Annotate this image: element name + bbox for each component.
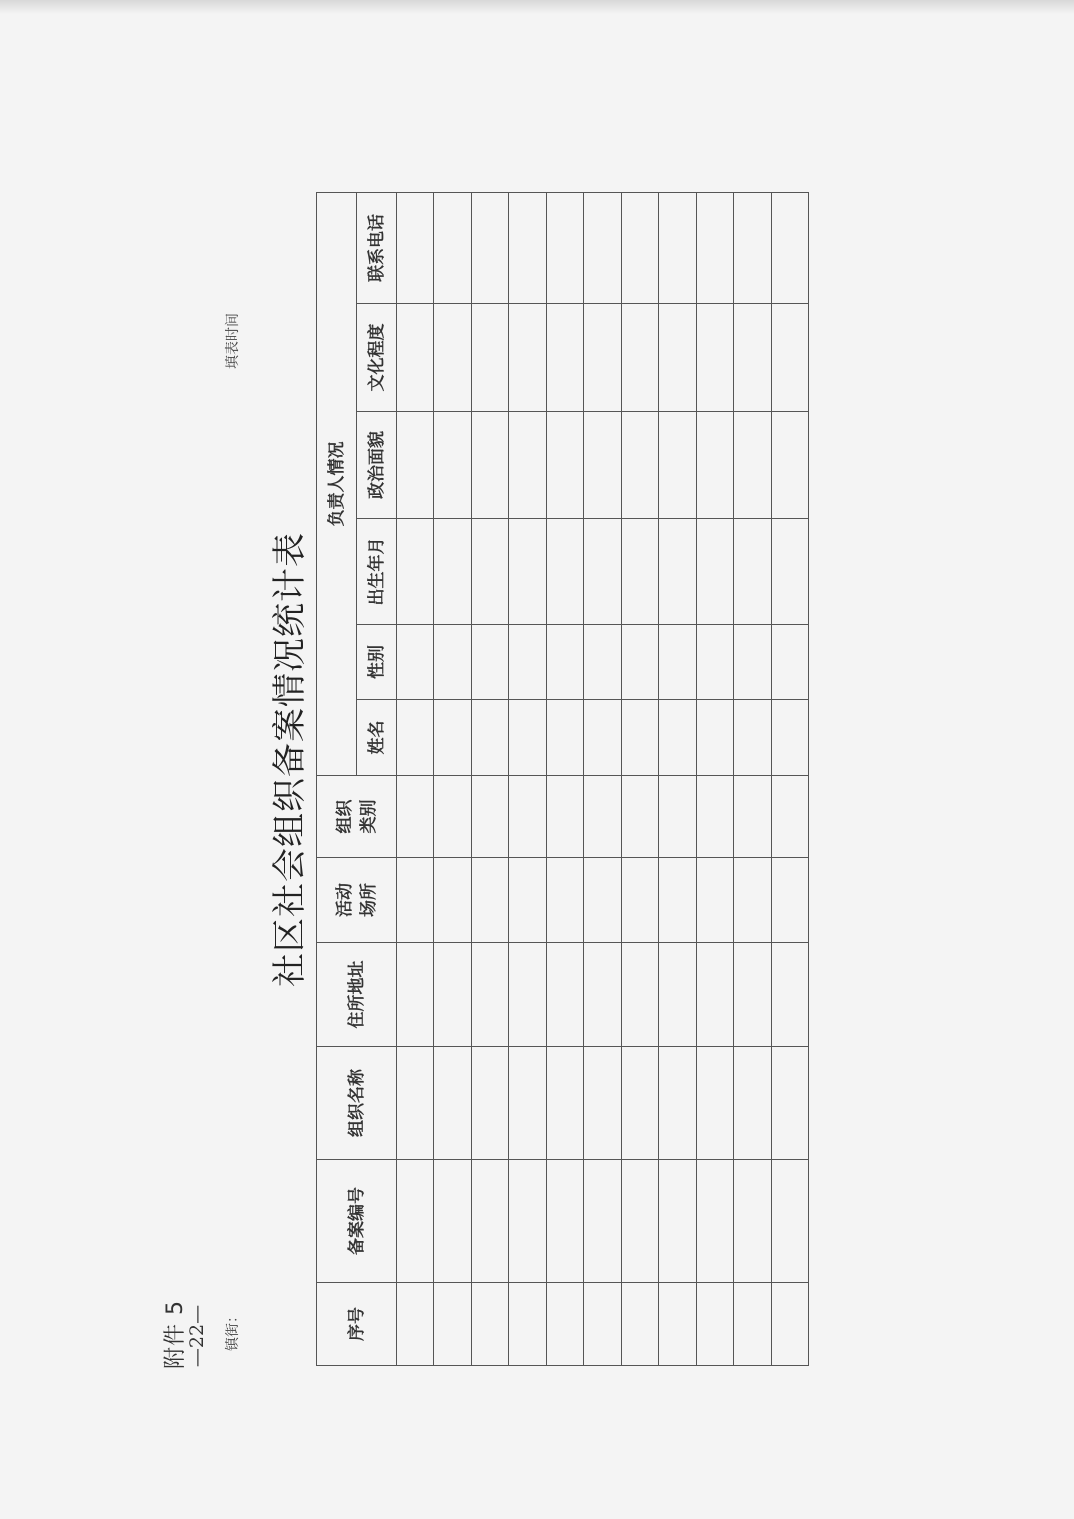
- header-leader-education: 文化程度: [357, 304, 397, 412]
- table-row: [397, 192, 434, 1365]
- header-leader-name: 姓名: [357, 700, 397, 776]
- table-cell[interactable]: [546, 519, 583, 625]
- table-cell[interactable]: [696, 519, 733, 625]
- table-cell[interactable]: [659, 192, 696, 303]
- table-row: [734, 192, 771, 1365]
- header-venue-line2: 场所: [358, 883, 379, 917]
- table-cell[interactable]: [509, 1283, 546, 1366]
- table-cell[interactable]: [696, 412, 733, 519]
- table-row: [546, 192, 583, 1365]
- table-cell[interactable]: [621, 519, 658, 625]
- table-cell[interactable]: [584, 776, 621, 858]
- attachment-label: 附件 5: [163, 1300, 188, 1369]
- table-cell[interactable]: [509, 943, 546, 1047]
- table-cell[interactable]: [471, 519, 508, 625]
- table-cell[interactable]: [659, 858, 696, 943]
- table-cell[interactable]: [734, 192, 771, 303]
- table-cell[interactable]: [509, 858, 546, 943]
- table-cell[interactable]: [734, 304, 771, 412]
- table-cell[interactable]: [546, 700, 583, 776]
- table-cell[interactable]: [771, 1047, 808, 1160]
- table-cell[interactable]: [771, 625, 808, 700]
- header-record-no: 备案编号: [317, 1160, 397, 1283]
- registration-table: [316, 193, 809, 1366]
- table-cell[interactable]: [771, 943, 808, 1047]
- table-cell[interactable]: [696, 192, 733, 303]
- table-cell[interactable]: [471, 412, 508, 519]
- table-cell[interactable]: [659, 625, 696, 700]
- header-leader-political: 政治面貌: [357, 412, 397, 519]
- table-cell[interactable]: [471, 858, 508, 943]
- table-cell[interactable]: [584, 943, 621, 1047]
- page-number: —22—: [186, 1304, 208, 1368]
- header-leader-birth: 出生年月: [357, 519, 397, 625]
- table-cell[interactable]: [771, 1160, 808, 1283]
- table-cell[interactable]: [659, 304, 696, 412]
- table-cell[interactable]: [397, 700, 434, 776]
- table-row: [771, 192, 808, 1365]
- table-cell[interactable]: [621, 1160, 658, 1283]
- table-cell[interactable]: [621, 700, 658, 776]
- table-cell[interactable]: [434, 519, 471, 625]
- table-cell[interactable]: [509, 519, 546, 625]
- header-venue-line1: 活动: [334, 883, 355, 917]
- header-category: [317, 776, 397, 858]
- table-cell[interactable]: [471, 304, 508, 412]
- table-cell[interactable]: [509, 304, 546, 412]
- table-cell[interactable]: [621, 192, 658, 303]
- table-cell[interactable]: [434, 858, 471, 943]
- table-cell[interactable]: [659, 776, 696, 858]
- table-cell[interactable]: [471, 192, 508, 303]
- header-category-line2: 类别: [358, 799, 379, 834]
- table-cell[interactable]: [434, 943, 471, 1047]
- page-title: 社区社会组织备案情况统计表: [270, 532, 310, 987]
- table-cell[interactable]: [734, 858, 771, 943]
- page-number-box: [186, 1292, 256, 1368]
- table-cell[interactable]: [734, 625, 771, 700]
- table-row: [696, 192, 733, 1365]
- table-cell[interactable]: [659, 700, 696, 776]
- table-cell[interactable]: [546, 412, 583, 519]
- table-cell[interactable]: [734, 776, 771, 858]
- table-body: [397, 192, 809, 1365]
- table-cell[interactable]: [546, 1283, 583, 1366]
- table-cell[interactable]: [771, 519, 808, 625]
- table-cell[interactable]: [696, 625, 733, 700]
- table-cell[interactable]: [771, 700, 808, 776]
- table-cell[interactable]: [696, 304, 733, 412]
- table-cell[interactable]: [621, 412, 658, 519]
- header-leader-group: 负责人情况: [317, 192, 357, 775]
- table-row: [659, 192, 696, 1365]
- table-cell[interactable]: [434, 776, 471, 858]
- table-cell[interactable]: [397, 1160, 434, 1283]
- table-cell[interactable]: [584, 192, 621, 303]
- table-cell[interactable]: [509, 625, 546, 700]
- table-cell[interactable]: [434, 192, 471, 303]
- table-cell[interactable]: [771, 192, 808, 303]
- table-cell[interactable]: [397, 1047, 434, 1160]
- table-cell[interactable]: [734, 1283, 771, 1366]
- table-cell[interactable]: [621, 1047, 658, 1160]
- table-row: [621, 192, 658, 1365]
- table-cell[interactable]: [659, 519, 696, 625]
- table-cell[interactable]: [546, 192, 583, 303]
- table-cell[interactable]: [397, 192, 434, 303]
- table-cell[interactable]: [509, 1047, 546, 1160]
- table-cell[interactable]: [397, 519, 434, 625]
- table-cell[interactable]: [621, 1283, 658, 1366]
- table-cell[interactable]: [621, 304, 658, 412]
- table-cell[interactable]: [471, 1047, 508, 1160]
- header-leader-gender: 性别: [357, 625, 397, 700]
- table-cell[interactable]: [659, 1283, 696, 1366]
- table-cell[interactable]: [621, 943, 658, 1047]
- table-cell[interactable]: [546, 858, 583, 943]
- table-cell[interactable]: [584, 1160, 621, 1283]
- table-cell[interactable]: [734, 700, 771, 776]
- table-cell[interactable]: [546, 625, 583, 700]
- table-cell[interactable]: [584, 625, 621, 700]
- table-cell[interactable]: [584, 858, 621, 943]
- table-cell[interactable]: [397, 858, 434, 943]
- header-category-line1: 组织: [334, 799, 355, 834]
- table-cell[interactable]: [546, 943, 583, 1047]
- table-cell[interactable]: [509, 700, 546, 776]
- table-cell[interactable]: [434, 304, 471, 412]
- table-cell[interactable]: [434, 625, 471, 700]
- table-cell[interactable]: [397, 412, 434, 519]
- street-label: 镇街：: [225, 1309, 241, 1351]
- table-cell[interactable]: [659, 1047, 696, 1160]
- table-cell[interactable]: [546, 304, 583, 412]
- table-cell[interactable]: [621, 858, 658, 943]
- table-cell[interactable]: [659, 943, 696, 1047]
- table-cell[interactable]: [397, 625, 434, 700]
- table-row: [434, 192, 471, 1365]
- table-cell[interactable]: [509, 412, 546, 519]
- table-cell[interactable]: [434, 700, 471, 776]
- table-cell[interactable]: [771, 776, 808, 858]
- table-cell[interactable]: [696, 776, 733, 858]
- table-cell[interactable]: [771, 304, 808, 412]
- table-cell[interactable]: [397, 304, 434, 412]
- table-cell[interactable]: [471, 943, 508, 1047]
- fill-time-label: 填表时间: [225, 313, 241, 369]
- table-cell[interactable]: [509, 1160, 546, 1283]
- table-cell[interactable]: [546, 1160, 583, 1283]
- header-address: 住所地址: [317, 943, 397, 1047]
- table-cell[interactable]: [696, 700, 733, 776]
- table-cell[interactable]: [771, 412, 808, 519]
- table-cell[interactable]: [471, 1160, 508, 1283]
- header-venue: [317, 858, 397, 943]
- table-cell[interactable]: [696, 1160, 733, 1283]
- table-cell[interactable]: [659, 1160, 696, 1283]
- table-cell[interactable]: [584, 1047, 621, 1160]
- table-cell[interactable]: [696, 943, 733, 1047]
- table-cell[interactable]: [696, 858, 733, 943]
- table-row: [509, 192, 546, 1365]
- table-cell[interactable]: [471, 625, 508, 700]
- table-cell[interactable]: [397, 776, 434, 858]
- table-cell[interactable]: [734, 1160, 771, 1283]
- table-cell[interactable]: [734, 412, 771, 519]
- table-cell[interactable]: [509, 192, 546, 303]
- table-cell[interactable]: [397, 1283, 434, 1366]
- table-cell[interactable]: [434, 1047, 471, 1160]
- table-cell[interactable]: [584, 304, 621, 412]
- table-cell[interactable]: [546, 776, 583, 858]
- table-row: [584, 192, 621, 1365]
- header-seq: 序号: [317, 1283, 397, 1366]
- table-cell[interactable]: [659, 412, 696, 519]
- header-leader-phone: 联系电话: [357, 192, 397, 303]
- table-cell[interactable]: [471, 700, 508, 776]
- table-cell[interactable]: [471, 1283, 508, 1366]
- table-cell[interactable]: [584, 1283, 621, 1366]
- table-cell[interactable]: [434, 1283, 471, 1366]
- table-cell[interactable]: [434, 412, 471, 519]
- table-cell[interactable]: [696, 1047, 733, 1160]
- table-cell[interactable]: [621, 776, 658, 858]
- table-row: [471, 192, 508, 1365]
- table-cell[interactable]: [771, 1283, 808, 1366]
- table-cell[interactable]: [397, 943, 434, 1047]
- table-cell[interactable]: [509, 776, 546, 858]
- table-cell[interactable]: [734, 943, 771, 1047]
- table-cell[interactable]: [621, 625, 658, 700]
- table-cell[interactable]: [434, 1160, 471, 1283]
- table-cell[interactable]: [584, 412, 621, 519]
- table-cell[interactable]: [584, 519, 621, 625]
- table-cell[interactable]: [696, 1283, 733, 1366]
- table-cell[interactable]: [734, 1047, 771, 1160]
- table-cell[interactable]: [771, 858, 808, 943]
- table-cell[interactable]: [584, 700, 621, 776]
- table-cell[interactable]: [546, 1047, 583, 1160]
- header-org-name: 组织名称: [317, 1047, 397, 1160]
- table-cell[interactable]: [471, 776, 508, 858]
- table-cell[interactable]: [734, 519, 771, 625]
